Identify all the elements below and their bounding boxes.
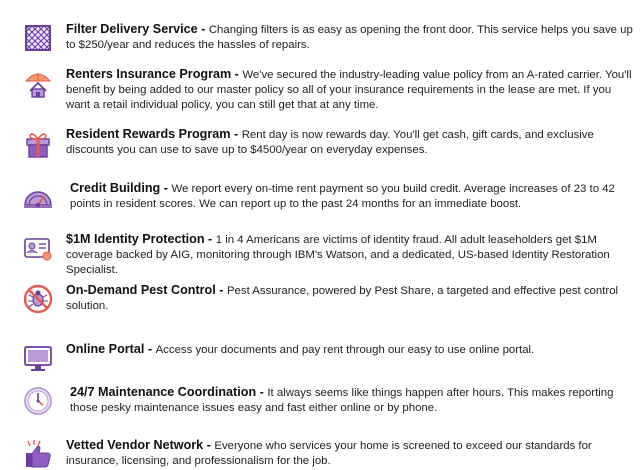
item-title: Online Portal xyxy=(66,342,145,356)
item-description: We report every on-time rent payment so you build credit. Average increases of 23 to 42 points in resident scores. We can report up to the past 24 months for an immediate boost. xyxy=(70,183,615,210)
list-item-text: On-Demand Pest Control - Pest Assurance, powered by Pest Share, a targeted and effective pest control solution. xyxy=(66,283,619,312)
list-item-text: Vetted Vendor Network - Everyone who services your home is screened to exceed our standards for insurance, licensing, and professionalism for the job. xyxy=(66,438,592,467)
item-description: Rent day is now rewards day. You'll get cash, gift cards, and exclusive discounts you can use to save up to $4500/year on everyday expenses. xyxy=(66,129,594,156)
filter-icon xyxy=(22,22,54,54)
list-item-text: 24/7 Maintenance Coordination - It always seems like things happen after hours. This makes reporting those pesky maintenance issues easy and fast either online or by phone. xyxy=(70,385,614,414)
list-item-text: Resident Rewards Program - Rent day is now rewards day. You'll get cash, gift cards, and exclusive discounts you can use to save up to $4500/year on everyday expenses. xyxy=(66,127,594,156)
item-description: Changing filters is as easy as opening the front door. This service helps you save up to $250/year and reduces the hassles of repairs. xyxy=(66,24,633,51)
thumbs-up-icon xyxy=(22,438,54,470)
credit-gauge-icon xyxy=(22,181,54,213)
list-item-text: Renters Insurance Program - We've secured the industry-leading value policy from an A-rated carrier. You'll benefit by being added to our master policy so all of your insurance requirements in the lease are met. If you want a retail individual policy, you can still get that at any time. xyxy=(66,67,632,111)
item-description: 1 in 4 Americans are victims of identity fraud. All adult leaseholders get $1M coverage backed by AIG, monitoring through IBM's Watson, and a dedicated, US-based Identity Restoration Specialist. xyxy=(66,234,610,276)
item-title: Vetted Vendor Network xyxy=(66,438,204,452)
list-item-text: Credit Building - We report every on-time rent payment so you build credit. Average increases of 23 to 42 points in resident scores. We can report up to the past 24 months for an immediate boost. xyxy=(70,181,615,210)
item-title: Renters Insurance Program xyxy=(66,67,232,81)
item-description: We've secured the industry-leading value policy from an A-rated carrier. You'll benefit by being added to our master policy so all of your insurance requirements in the lease are met. If you want a retail individual policy, you can still get that at any time. xyxy=(66,69,632,111)
list-item-text: $1M Identity Protection - 1 in 4 Americans are victims of identity fraud. All adult leaseholders get $1M coverage backed by AIG, monitoring through IBM's Watson, and a dedicated, US-based Identity Restoration Specialist. xyxy=(66,232,610,276)
gift-icon xyxy=(22,127,54,159)
clock-icon xyxy=(22,385,54,417)
item-description: Pest Assurance, powered by Pest Share, a targeted and effective pest control solution. xyxy=(66,285,619,312)
item-description: Access your documents and pay rent through our easy to use online portal. xyxy=(155,344,535,356)
item-description: Everyone who services your home is screened to exceed our standards for insurance, licensing, and professionalism for the job. xyxy=(66,440,592,467)
item-title: Credit Building xyxy=(70,181,161,195)
item-title: 24/7 Maintenance Coordination xyxy=(70,385,257,399)
list-item-text: Online Portal - Access your documents and pay rent through our easy to use online portal. xyxy=(66,342,535,356)
item-title: On-Demand Pest Control xyxy=(66,283,216,297)
umbrella-house-icon xyxy=(22,67,54,99)
item-title: Resident Rewards Program xyxy=(66,127,231,141)
item-description: It always seems like things happen after hours. This makes reporting those pesky maintenance issues easy and fast either online or by phone. xyxy=(70,387,614,414)
monitor-icon xyxy=(22,342,54,374)
list-item-text: Filter Delivery Service - Changing filters is as easy as opening the front door. This service helps you save up to $250/year and reduces the hassles of repairs. xyxy=(66,22,633,51)
item-title: Filter Delivery Service xyxy=(66,22,198,36)
id-card-icon xyxy=(22,232,54,264)
no-bug-icon xyxy=(22,283,54,315)
top-divider xyxy=(0,0,640,3)
item-title: $1M Identity Protection xyxy=(66,232,205,246)
